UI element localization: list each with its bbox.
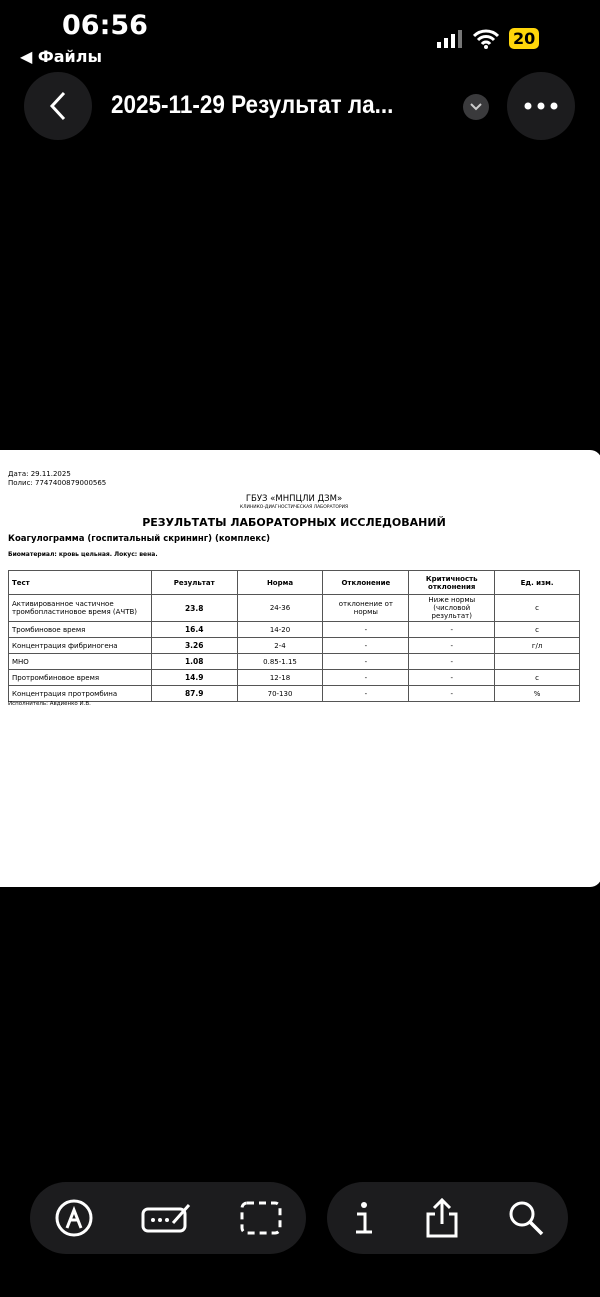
date: Дата: 29.11.2025 [8,470,71,478]
deviation-criticality: - [409,686,495,702]
info-icon[interactable] [352,1200,376,1236]
result-value: 87.9 [151,686,237,702]
chevron-down-icon [470,103,482,111]
edit-toolbar [30,1182,306,1254]
column-header: Результат [151,571,237,595]
share-icon[interactable] [425,1198,459,1238]
table-row [9,638,580,654]
document-title[interactable]: 2025-11-29 Результат ла... [111,91,394,119]
result-value: 14.9 [151,670,237,686]
reference-range: 14-20 [237,622,323,638]
deviation: - [323,654,409,670]
report-heading: РЕЗУЛЬТАТЫ ЛАБОРАТОРНЫХ ИССЛЕДОВАНИЙ [142,516,446,529]
deviation: - [323,622,409,638]
reference-range: 2-4 [237,638,323,654]
result-value: 3.26 [151,638,237,654]
table-row [9,622,580,638]
column-header: Отклонение [323,571,409,595]
select-region-icon[interactable] [240,1201,282,1235]
policy-number: Полис: 7747400879000565 [8,479,107,487]
column-header: Тест [9,571,152,595]
unit: с [495,595,580,622]
organization-subtitle: КЛИНИКО-ДИАГНОСТИЧЕСКАЯ ЛАБОРАТОРИЯ [239,505,349,510]
biomaterial: Биоматериал: кровь цельная. Локус: вена. [8,551,158,558]
column-header: Критичность отклонения [409,571,495,595]
deviation: - [323,638,409,654]
test-name: Концентрация протромбина [9,686,152,702]
status-time: 06:56 [62,10,148,41]
form-fill-icon[interactable] [141,1201,193,1235]
table-row [9,654,580,670]
deviation: отклонение от нормы [323,595,409,622]
deviation-criticality: - [409,654,495,670]
result-value: 1.08 [151,654,237,670]
test-panel-name: Коагулограмма (госпитальный скрининг) (комплекс) [8,534,271,544]
deviation-criticality: - [409,622,495,638]
test-name: Протромбиновое время [9,670,152,686]
results-table [8,570,580,702]
ellipsis-icon [524,102,558,110]
result-value: 16.4 [151,622,237,638]
deviation-criticality: - [409,638,495,654]
table-row [9,595,580,622]
chevron-left-icon [48,91,68,121]
executor: Исполнитель: Авдиенко И.В. [8,701,91,707]
wifi-icon [473,29,499,49]
reference-range: 24-36 [237,595,323,622]
unit: г/л [495,638,580,654]
markup-pen-icon[interactable] [54,1198,94,1238]
title-menu-button[interactable] [463,94,489,120]
table-row [9,686,580,702]
test-name: Тромбиновое время [9,622,152,638]
column-header: Ед. изм. [495,571,580,595]
unit: с [495,622,580,638]
unit [495,654,580,670]
test-name: Концентрация фибриногена [9,638,152,654]
deviation-criticality: Ниже нормы (числовой результат) [409,595,495,622]
view-toolbar [327,1182,568,1254]
cellular-signal-icon [437,30,463,48]
deviation: - [323,686,409,702]
unit: с [495,670,580,686]
result-value: 23.8 [151,595,237,622]
status-icons [437,28,539,49]
table-header-row [9,571,580,595]
deviation-criticality: - [409,670,495,686]
deviation: - [323,670,409,686]
reference-range: 12-18 [237,670,323,686]
table-row [9,670,580,686]
test-name: Активированное частичное тромбопластиновое время (АЧТВ) [9,595,152,622]
column-header: Норма [237,571,323,595]
more-button[interactable] [507,72,575,140]
reference-range: 70-130 [237,686,323,702]
battery-level: 20 [509,28,539,49]
search-icon[interactable] [508,1200,544,1236]
organization: ГБУЗ «МНПЦЛИ ДЗМ» [245,494,343,504]
back-button[interactable] [24,72,92,140]
document-page [0,450,600,887]
unit: % [495,686,580,702]
back-to-files-link[interactable]: ◀ Файлы [20,47,102,66]
reference-range: 0.85-1.15 [237,654,323,670]
test-name: МНО [9,654,152,670]
